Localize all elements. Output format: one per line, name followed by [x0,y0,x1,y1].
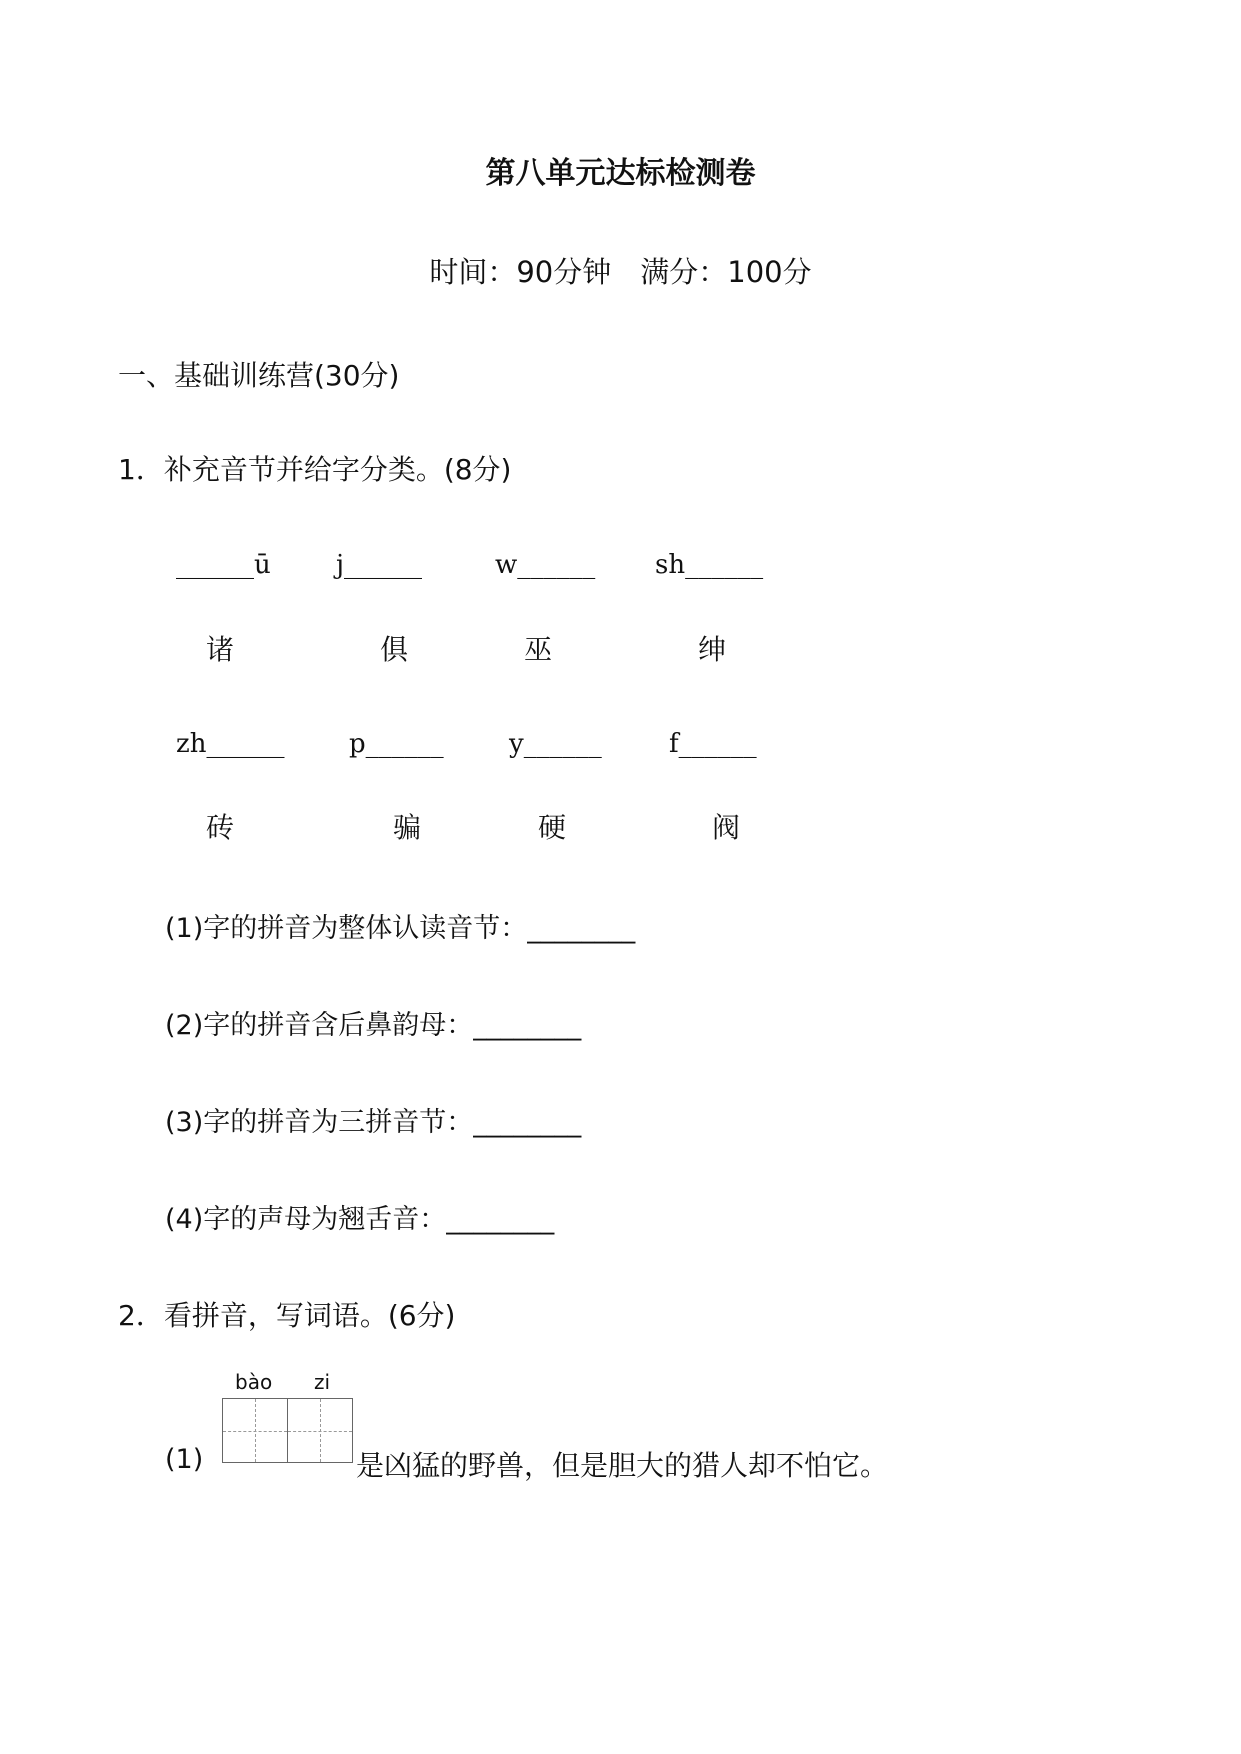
question-2-label: 2．看拼音，写词语。(6分) [118,1299,456,1332]
hanzi-char: 绅 [698,633,727,666]
sub-question: (1)字的拼音为整体认读音节：________ [165,913,636,944]
exam-time-score: 时间：90分钟 满分：100分 [429,255,812,289]
pinyin-blank: y______ [509,729,602,759]
page-title: 第八单元达标检测卷 [485,156,756,191]
writing-cell[interactable] [287,1398,353,1463]
sub-question: (4)字的声母为翘舌音：________ [165,1204,555,1235]
sentence-text: 是凶猛的野兽，但是胆大的猎人却不怕它。 [356,1449,889,1482]
hanzi-char: 骗 [393,811,422,844]
pinyin-blank: w______ [495,550,596,580]
pinyin-blank: p______ [349,729,444,759]
hanzi-char: 阀 [712,811,741,844]
writing-cell[interactable] [222,1398,288,1463]
hanzi-char: 硬 [538,811,567,844]
pinyin-blank: f______ [669,729,757,759]
pinyin-hint: bào [235,1370,273,1394]
pinyin-blank: zh______ [176,729,285,759]
pinyin-blank: sh______ [655,550,764,580]
pinyin-hint: zi [314,1370,331,1394]
pinyin-blank: ______ū [176,550,271,580]
question-1-label: 1．补充音节并给字分类。(8分) [118,453,512,486]
hanzi-char: 诸 [206,633,235,666]
section-heading: 一、基础训练营(30分) [118,359,400,392]
sub-question: (2)字的拼音含后鼻韵母：________ [165,1010,582,1041]
hanzi-char: 巫 [524,633,553,666]
hanzi-char: 砖 [206,811,235,844]
writing-grid[interactable] [222,1398,354,1463]
sub-question: (3)字的拼音为三拼音节：________ [165,1107,582,1138]
hanzi-char: 俱 [380,633,409,666]
item-number: (1) [165,1444,204,1475]
pinyin-blank: j______ [336,550,423,580]
